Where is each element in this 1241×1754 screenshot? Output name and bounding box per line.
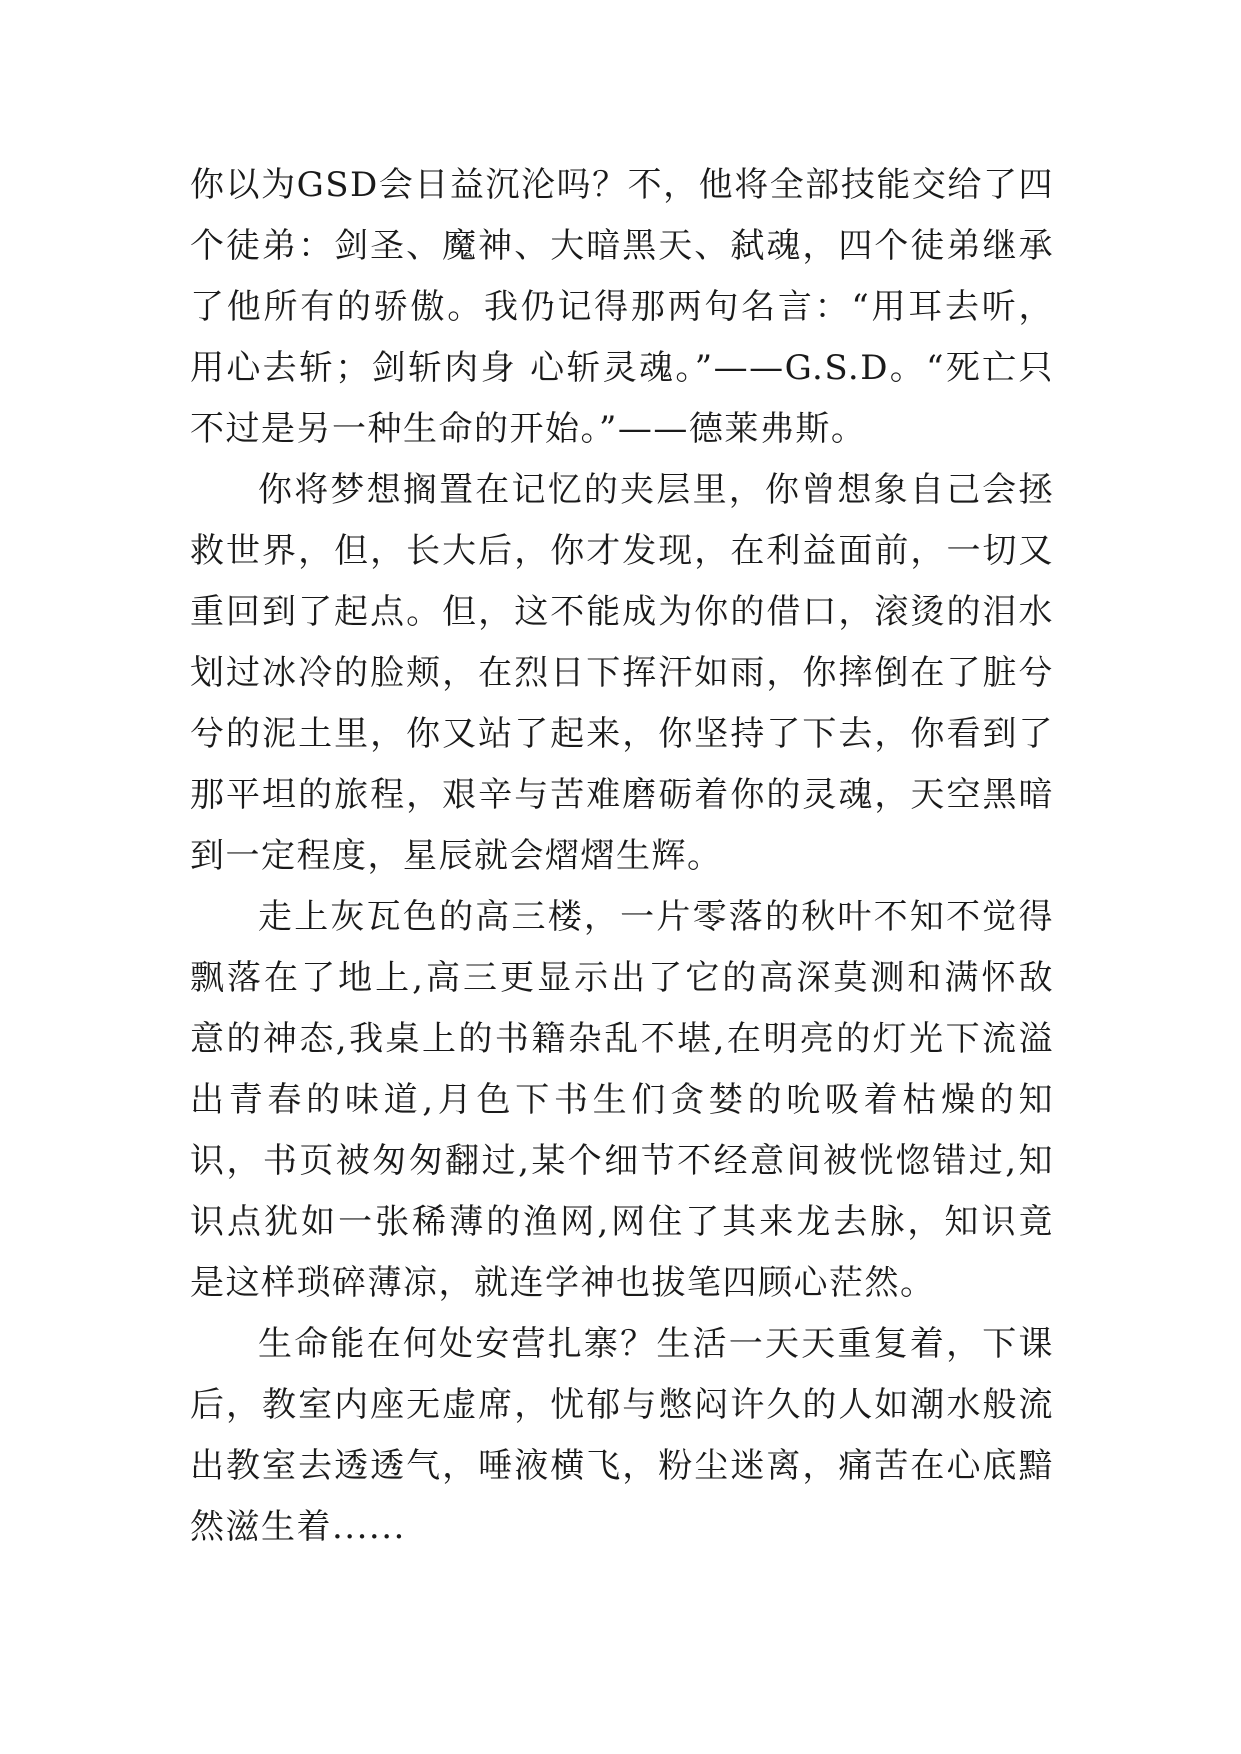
paragraph-1: 你以为GSD会日益沉沦吗？不，他将全部技能交给了四个徒弟：剑圣、魔神、大暗黑天、弑魂，四个徒弟继承了他所有的骄傲。我仍记得那两句名言：“用耳去听，用心去斩；剑斩肉身 心斩灵魂。”——G.S.D。“死亡只不过是另一种生命的开始。”——德莱弗斯。 (190, 165, 1054, 449)
document-body (190, 155, 1054, 1558)
paragraph-4: 生命能在何处安营扎寨？生活一天天重复着，下课后，教室内座无虚席，忧郁与憋闷许久的人如潮水般流出教室去透透气，唾液横飞，粉尘迷离，痛苦在心底黯然滋生着...... (190, 1324, 1054, 1547)
paragraph-3: 走上灰瓦色的高三楼，一片零落的秋叶不知不觉得飘落在了地上,高三更显示出了它的高深莫测和满怀敌意的神态,我桌上的书籍杂乱不堪,在明亮的灯光下流溢出青春的味道,月色下书生们贪婪的吮吸着枯燥的知识，书页被匆匆翻过,某个细节不经意间被恍惚错过,知识点犹如一张稀薄的渔网,网住了其来龙去脉，知识竟是这样琐碎薄凉，就连学神也拔笔四顾心茫然。 (190, 897, 1054, 1303)
paragraph-2: 你将梦想搁置在记忆的夹层里，你曾想象自己会拯救世界，但，长大后，你才发现，在利益面前，一切又重回到了起点。但，这不能成为你的借口，滚烫的泪水划过冰冷的脸颊，在烈日下挥汗如雨，你摔倒在了脏兮兮的泥土里，你又站了起来，你坚持了下去，你看到了那平坦的旅程，艰辛与苦难磨砺着你的灵魂，天空黑暗到一定程度，星辰就会熠熠生辉。 (190, 470, 1054, 876)
